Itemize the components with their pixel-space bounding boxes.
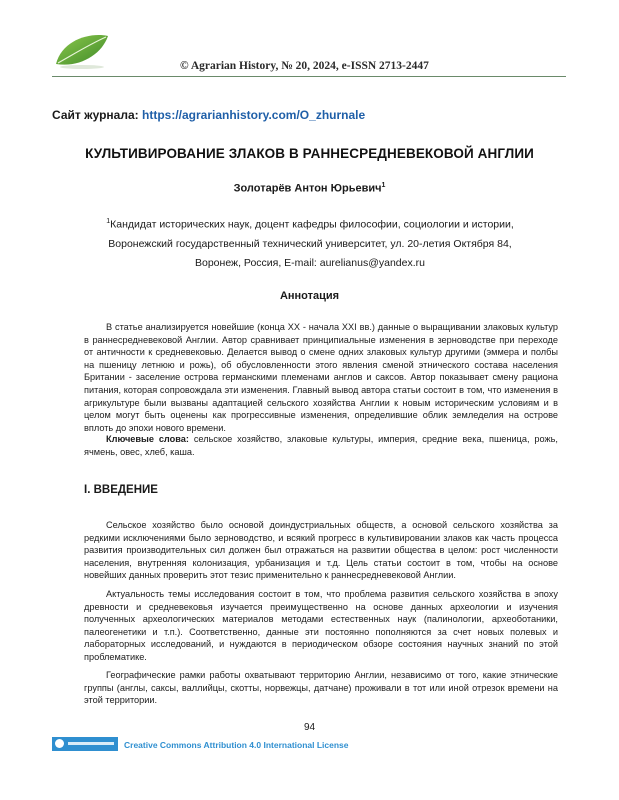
keywords <box>84 433 558 458</box>
author-sup: 1 <box>381 182 386 189</box>
intro-paragraph-3: Географические рамки работы охватывают территорию Англии, независимо от того, какие этнические группы (англы, саксы, валлийцы, скотты, норвежцы, датчане) проживали в тот или иной отрезок времени на этой территории. <box>84 670 558 706</box>
affiliation-line-1: $^1$Кандидат исторических наук, доцент кафедры философии, социологии и истории, <box>106 218 514 231</box>
affiliation-line-3: Воронеж, Россия, E-mail: aurelianus@yandex.ru <box>195 256 425 269</box>
abstract-heading: Аннотация <box>279 290 340 302</box>
license-link[interactable]: Creative Commons Attribution 4.0 International License <box>124 740 349 750</box>
affiliation-sup: 1 <box>106 218 111 225</box>
affiliation-line-2: Воронежский государственный технический университет, ул. 20-летия Октября 84, <box>108 237 512 250</box>
intro-paragraph-1: Сельское хозяйство было основой доиндустриальных обществ, а основой сельского хозяйства за редкими исключениями было зерноводство, и всякий прогресс в культивировании злаков как часть процесса развития производительных сил должен был отражаться на развитии общества в целом: рост численности населения, внутренняя колонизация, урбанизация и т.д. Цель статьи состоит в том, чтобы на основе новейших данных проверить этот тезис применительно к раннесредневековой Англии. <box>84 520 558 581</box>
cc-license-icon[interactable] <box>52 737 118 751</box>
abstract-text: В статье анализируется новейшие (конца XX - начала XXI вв.) данные о выращивании злаковых культур в раннесредневековой Англии. Автор сравнивает принципиальные изменения в зерноводстве при переходе от античности к средневековью. Делается вывод о смене одних злаковых культур другими (эммера и полбы на пшеницу летнюю и рожь), об обусловленности этого явления сменой этнического состава населения Британии - заселение острова германскими племенами англов и саксов. Автор показывает смену рациона питания, которая сопровождала эти изменения. Главный вывод автора статьи состоит в том, что изменения в агрикультуре были вызваны адаптацией сельского хозяйства Англии к новым историческим условиям и в целом могут быть оценены как прогрессивные изменения, определившие облик земледелия на острове вплоть до эпохи нового времени. <box>84 322 558 433</box>
keywords-text: сельское хозяйство, злаковые культуры, империя, средние века, пшеница, рожь, ячмень, овес, хлеб, каша. <box>84 434 558 457</box>
intro-paragraph-2: Актуальность темы исследования состоит в том, что проблема развития сельского хозяйства в эпоху древности и средневековья изучается преимущественно на основе данных археологии и изучения полученных археологических материалов методами естественных наук (палинологии, археоботаники, палеогенетики и т.п.). Соответственно, данные эти постоянно пополняются за счет новых полевых и лабораторных исследований, и нуждаются в периодическом обзоре состояния научных знаний по этой проблематике. <box>84 589 558 662</box>
journal-citation: © Agrarian History, № 20, 2024, e-ISSN 2713-2447 <box>180 60 429 72</box>
affiliation <box>60 212 560 273</box>
journal-site <box>52 108 365 122</box>
page-number: 94 <box>303 722 316 733</box>
section-heading: I. ВВЕДЕНИЕ <box>84 484 158 496</box>
author-name: Золотарёв Антон Юрьевич <box>233 182 382 195</box>
page-header <box>0 0 619 90</box>
site-link[interactable]: https://agrarianhistory.com/O_zhurnale <box>142 108 366 122</box>
keywords-label: Ключевые слова: <box>106 434 189 444</box>
site-label: Сайт журнала: <box>52 108 139 122</box>
author <box>0 182 619 195</box>
leaf-logo-icon <box>52 30 112 70</box>
header-divider <box>52 76 566 77</box>
article-title: КУЛЬТИВИРОВАНИЕ ЗЛАКОВ В РАННЕСРЕДНЕВЕКОВОЙ АНГЛИИ <box>85 146 534 161</box>
